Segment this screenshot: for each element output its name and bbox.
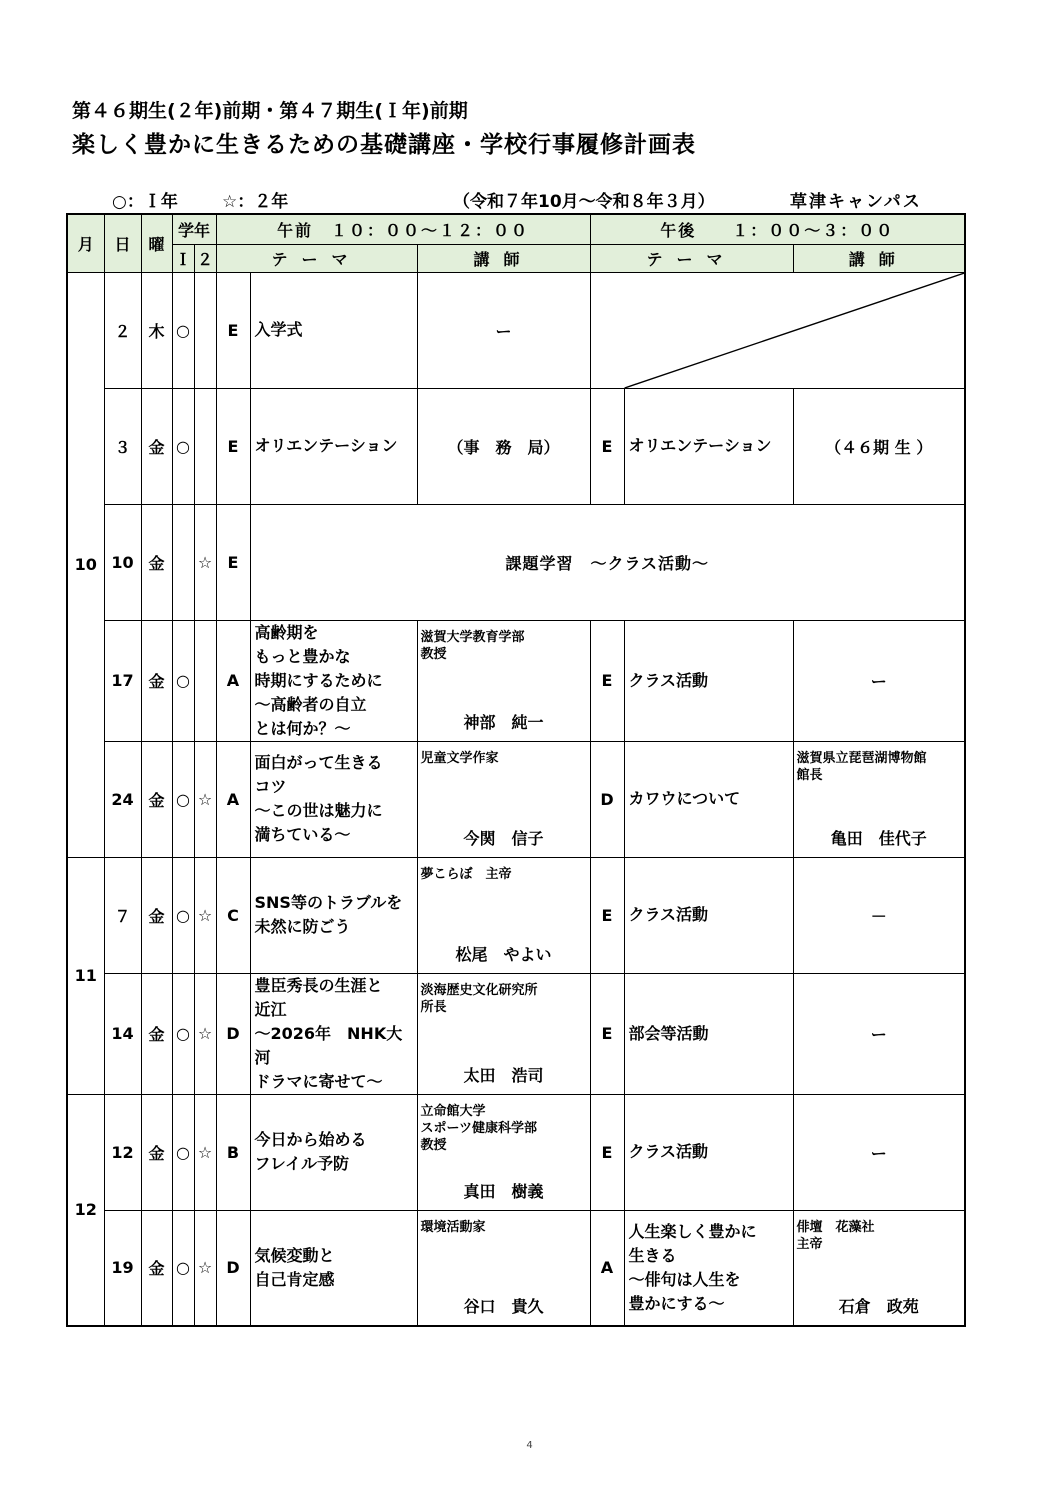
am-lecturer [417, 973, 590, 1094]
pm-category: E [590, 857, 624, 973]
am-lecturer-org: 立命館大学 スポーツ健康科学部 教授 [420, 1103, 537, 1153]
pm-lecturer-name: ー [793, 973, 965, 1094]
pm-theme: 部会等活動 [624, 973, 793, 1094]
am-category: E [216, 272, 250, 388]
am-lecturer-org: 滋賀大学教育学部 教授 [420, 629, 525, 662]
am-category: A [216, 620, 250, 741]
pm-theme: 人生楽しく豊かに 生きる ～俳句は人生を 豊かにする～ [624, 1210, 793, 1326]
am-category: D [216, 1210, 250, 1326]
pm-category: E [590, 973, 624, 1094]
am-theme: 高齢期を もっと豊かな 時期にするために ～高齢者の自立 とは何か？～ [250, 620, 417, 741]
pm-lecturer-org: 俳壇 花藻社 主帝 [796, 1219, 875, 1252]
am-lecturer-name: ー [417, 272, 590, 388]
title-line-1: 第４６期生(２年)前期・第４７期生(Ｉ年)前期 [72, 100, 468, 122]
am-category: A [216, 741, 250, 857]
weekday-cell: 木 [141, 272, 172, 388]
header-pm-lecturer: 講師 [793, 244, 965, 272]
day-cell: 12 [104, 1094, 141, 1210]
pm-lecturer-name: － [793, 857, 965, 973]
pm-theme: クラス活動 [624, 620, 793, 741]
pm-category: E [590, 1094, 624, 1210]
pm-category: D [590, 741, 624, 857]
table-row [67, 1094, 965, 1210]
am-lecturer-name: 今関 信子 [463, 828, 544, 848]
legend-year1: ○：Ｉ年 [112, 192, 178, 212]
weekday-cell: 金 [141, 857, 172, 973]
pm-lecturer-org: 滋賀県立琵琶湖博物館 館長 [796, 750, 927, 783]
table-row [67, 741, 965, 857]
header-grade1: Ｉ [172, 244, 194, 272]
table-row [67, 620, 965, 741]
am-lecturer-org: 児童文学作家 [420, 750, 499, 766]
grade1-mark [172, 504, 194, 620]
header-pm: 午後 １：００～３：００ [590, 214, 965, 244]
pm-lecturer [793, 741, 965, 857]
header-am-theme: テーマ [216, 244, 417, 272]
day-cell: ７ [104, 857, 141, 973]
table-row [67, 1210, 965, 1326]
am-lecturer-name: 真田 樹義 [463, 1181, 544, 1201]
grade2-mark [194, 272, 216, 388]
am-theme: 面白がって生きる コツ ～この世は魅力に 満ちている～ [250, 741, 417, 857]
grade2-mark [194, 620, 216, 741]
grade1-mark: ○ [172, 857, 194, 973]
grade1-mark: ○ [172, 1094, 194, 1210]
pm-category: A [590, 1210, 624, 1326]
table-row [67, 388, 965, 504]
am-theme: SNS等のトラブルを 未然に防ごう [250, 857, 417, 973]
pm-category: E [590, 620, 624, 741]
weekday-cell: 金 [141, 741, 172, 857]
day-cell: 19 [104, 1210, 141, 1326]
schedule-table [66, 213, 966, 1327]
pm-lecturer-name: ー [793, 1094, 965, 1210]
merged-activity: 課題学習 ～クラス活動～ [250, 504, 965, 620]
grade2-mark: ☆ [194, 1094, 216, 1210]
grade2-mark [194, 388, 216, 504]
grade1-mark: ○ [172, 1210, 194, 1326]
weekday-cell: 金 [141, 620, 172, 741]
am-category: E [216, 504, 250, 620]
am-theme: オリエンテーション [250, 388, 417, 504]
title-line-2: 楽しく豊かに生きるための基礎講座・学校行事履修計画表 [72, 132, 696, 158]
am-lecturer-name: 太田 浩司 [463, 1065, 544, 1085]
pm-theme: クラス活動 [624, 1094, 793, 1210]
am-lecturer [417, 620, 590, 741]
month-cell: 11 [67, 857, 104, 1094]
weekday-cell: 金 [141, 504, 172, 620]
day-cell: ３ [104, 388, 141, 504]
header-grade: 学年 [172, 214, 216, 244]
grade1-mark: ○ [172, 272, 194, 388]
legend-year2: ☆：２年 [222, 192, 289, 212]
am-lecturer [417, 857, 590, 973]
pm-theme: オリエンテーション [624, 388, 793, 504]
month-cell: 12 [67, 1094, 104, 1326]
grade2-mark: ☆ [194, 741, 216, 857]
am-lecturer-org: 夢こらぼ 主帝 [420, 866, 512, 882]
header-day: 日 [104, 214, 141, 272]
am-category: E [216, 388, 250, 504]
am-category: B [216, 1094, 250, 1210]
pm-lecturer-name: 石倉 政苑 [838, 1297, 919, 1316]
header-month: 月 [67, 214, 104, 272]
grade1-mark: ○ [172, 741, 194, 857]
grade2-mark: ☆ [194, 1210, 216, 1326]
header-am: 午前 １０：００～１２：００ [216, 214, 590, 244]
am-theme: 気候変動と 自己肯定感 [250, 1210, 417, 1326]
am-theme: 豊臣秀長の生涯と 近江 ～2026年 NHK大河 ドラマに寄せて～ [250, 973, 417, 1094]
am-lecturer-name: 神部 純一 [463, 712, 544, 732]
table-row [67, 504, 965, 620]
am-lecturer [417, 1094, 590, 1210]
am-lecturer [417, 741, 590, 857]
pm-empty-diagonal [590, 272, 965, 388]
am-theme: 入学式 [250, 272, 417, 388]
grade1-mark: ○ [172, 973, 194, 1094]
pm-lecturer-name: （４６期 生 ） [793, 388, 965, 504]
am-theme: 今日から始める フレイル予防 [250, 1094, 417, 1210]
page-number: 4 [526, 1440, 533, 1451]
day-cell: 14 [104, 973, 141, 1094]
grade1-mark: ○ [172, 388, 194, 504]
pm-lecturer [793, 1210, 965, 1326]
am-lecturer-name: （事 務 局） [417, 388, 590, 504]
am-lecturer-org: 環境活動家 [420, 1219, 486, 1235]
am-lecturer-org: 淡海歴史文化研究所 所長 [420, 982, 538, 1015]
pm-lecturer-name: 亀田 佳代子 [830, 828, 927, 848]
day-cell: ２ [104, 272, 141, 388]
grade2-mark: ☆ [194, 857, 216, 973]
pm-theme: クラス活動 [624, 857, 793, 973]
header-grade2: ２ [194, 244, 216, 272]
day-cell: 10 [104, 504, 141, 620]
am-category: C [216, 857, 250, 973]
table-row [67, 272, 965, 388]
am-lecturer-name: 松尾 やよい [455, 944, 552, 964]
day-cell: 24 [104, 741, 141, 857]
am-category: D [216, 973, 250, 1094]
weekday-cell: 金 [141, 973, 172, 1094]
grade2-mark: ☆ [194, 504, 216, 620]
weekday-cell: 金 [141, 388, 172, 504]
campus: 草津キャンパス [790, 192, 922, 212]
grade1-mark: ○ [172, 620, 194, 741]
header-pm-theme: テーマ [590, 244, 793, 272]
pm-theme: カワウについて [624, 741, 793, 857]
period: （令和７年10月～令和８年３月） [453, 192, 715, 212]
am-lecturer [417, 1210, 590, 1326]
pm-category: E [590, 388, 624, 504]
weekday-cell: 金 [141, 1210, 172, 1326]
header-weekday: 曜 [141, 214, 172, 272]
weekday-cell: 金 [141, 1094, 172, 1210]
am-lecturer-name: 谷口 貴久 [463, 1297, 544, 1316]
table-row [67, 973, 965, 1094]
table-row [67, 857, 965, 973]
pm-lecturer-name: ー [793, 620, 965, 741]
grade2-mark: ☆ [194, 973, 216, 1094]
month-cell: 10 [67, 272, 104, 857]
header-am-lecturer: 講師 [417, 244, 590, 272]
day-cell: 17 [104, 620, 141, 741]
